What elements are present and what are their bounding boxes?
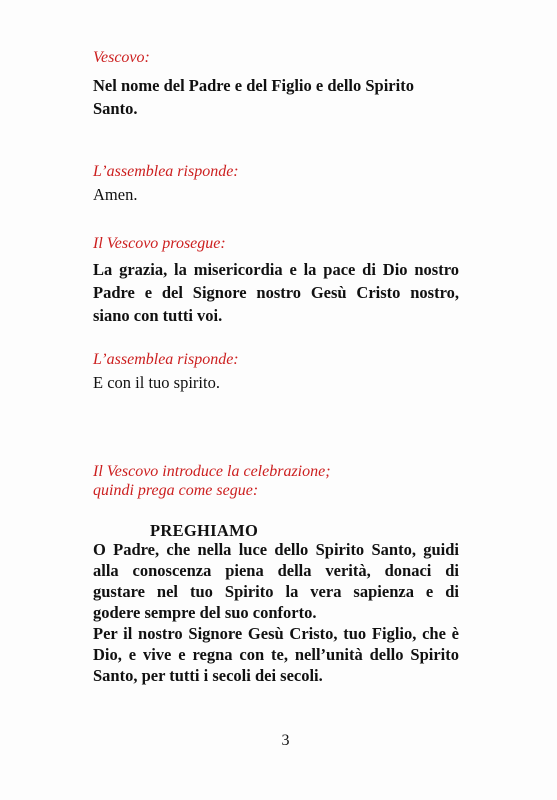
text-line: La grazia, la misericordia e la pace di Dio nostro <box>93 260 459 279</box>
greeting-text <box>93 258 459 327</box>
text-line: Santo. <box>93 99 138 118</box>
text-line: siano con tutti voi. <box>93 306 223 325</box>
rubric-introduce <box>93 462 331 500</box>
text-line: Dio, e vive e regna con te, nell’unità dello Spirito <box>93 645 459 664</box>
prayer-heading: PREGHIAMO <box>150 521 259 540</box>
invocation-text <box>93 74 414 120</box>
text-line: godere sempre del suo conforto. <box>93 603 317 622</box>
rubric-vescovo: Vescovo: <box>93 49 150 66</box>
rubric-vescovo-prosegue: Il Vescovo prosegue: <box>93 235 226 252</box>
rubric-line: quindi prega come segue: <box>93 482 259 499</box>
response-spirito: E con il tuo spirito. <box>93 373 220 392</box>
text-line: Nel nome del Padre e del Figlio e dello Spirito <box>93 76 414 95</box>
text-line: Santo, per tutti i secoli dei secoli. <box>93 666 323 685</box>
response-amen: Amen. <box>93 185 138 204</box>
text-line: alla conoscenza piena della verità, donaci di <box>93 561 459 580</box>
rubric-assemblea: L’assemblea risponde: <box>93 163 239 180</box>
rubric-assemblea: L’assemblea risponde: <box>93 351 239 368</box>
prayer-text <box>93 539 459 686</box>
text-line: Per il nostro Signore Gesù Cristo, tuo Figlio, che è <box>93 624 459 643</box>
page-number: 3 <box>281 732 290 749</box>
text-line: O Padre, che nella luce dello Spirito Santo, guidi <box>93 540 459 559</box>
text-line: Padre e del Signore nostro Gesù Cristo nostro, <box>93 283 459 302</box>
text-line: gustare nel tuo Spirito la vera sapienza e di <box>93 582 459 601</box>
rubric-line: Il Vescovo introduce la celebrazione; <box>93 463 331 480</box>
